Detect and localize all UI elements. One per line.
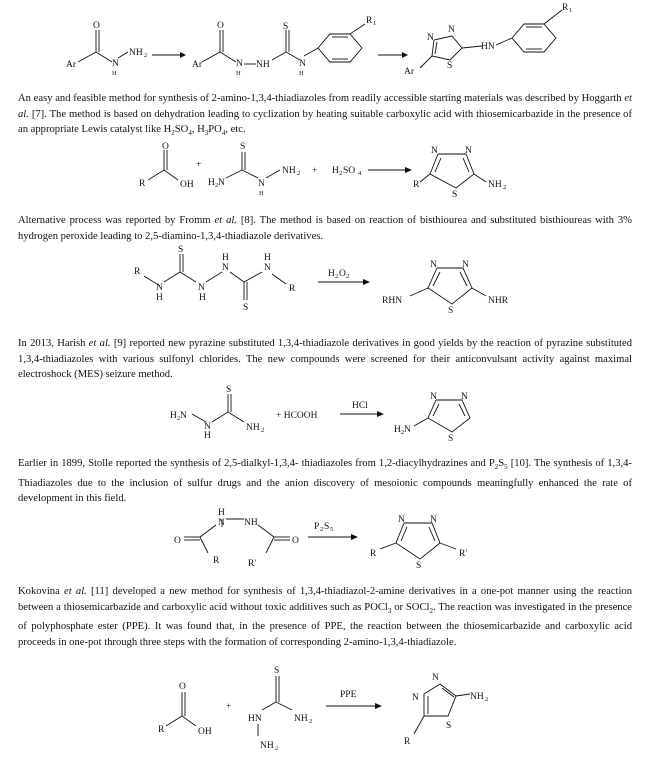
- s1-s-3: S: [447, 61, 453, 71]
- s6-nh2-2-sub: 2: [275, 745, 279, 752]
- s3-h2o2-2b: 2: [346, 273, 350, 280]
- s4-s-2: S: [448, 434, 454, 444]
- s4-nh2-sub: 2: [261, 427, 265, 434]
- s1-nh2-sub: 2: [144, 52, 148, 59]
- s4-h2n-p-n: N: [404, 425, 411, 435]
- text-run: 3: [204, 129, 209, 138]
- s5-nh: NH: [244, 518, 258, 528]
- text-run: Alternative process was reported by Fromm: [18, 215, 215, 226]
- text-run: et al.: [18, 93, 632, 120]
- scheme-6-ppe: [0, 662, 651, 762]
- s6-ppe: PPE: [340, 690, 357, 700]
- s4-n-3: N: [461, 392, 468, 402]
- s3-h2o2-h: H: [328, 269, 335, 279]
- s5-r-p: R: [370, 549, 377, 559]
- s4-plus-hcooh: + HCOOH: [276, 411, 318, 421]
- s2-s-2: S: [452, 190, 458, 200]
- s1-o-1: O: [93, 21, 100, 31]
- text-run: 2: [429, 606, 433, 615]
- text-run: . The reaction was investigated in the presence of polyphosphate ester (PPE). It was found that, in the presence of PPE, the reaction between the thiosemicarbazide and carboxylic acid proceeds in one-pot through three steps with the formation of corresponding 2-amino-1,3,4-thiadiazole.: [18, 601, 633, 648]
- s6-r: R: [158, 725, 165, 735]
- s4-h2n-p-h: H: [394, 425, 401, 435]
- paragraph-hoggarth: [18, 91, 632, 142]
- s1-ar-3: Ar: [404, 67, 415, 77]
- s3-h2o2-2a: 2: [335, 273, 339, 280]
- s2-h2so4-so: SO: [343, 166, 356, 176]
- s4-h2n-2: 2: [177, 415, 181, 422]
- text-run: PO: [208, 124, 222, 136]
- s4-s-1: S: [226, 385, 232, 395]
- s3-h-2: H: [199, 293, 206, 303]
- s1-r-1: R: [366, 16, 373, 26]
- s4-hcl: HCl: [352, 401, 368, 411]
- s5-s-reag: S: [324, 522, 330, 532]
- s6-n-2: N: [432, 673, 439, 683]
- s1-o-2: O: [217, 21, 224, 31]
- s2-h2so4-2: 2: [339, 170, 343, 177]
- s5-p: P: [314, 522, 320, 532]
- s6-hn: HN: [248, 714, 262, 724]
- text-run: 5: [504, 463, 508, 472]
- s2-nh2: NH: [282, 166, 296, 176]
- s1-r-2: R: [562, 3, 569, 13]
- s3-h2o2-o: O: [339, 269, 346, 279]
- text-run: An easy and feasible method for synthesis of 2-amino-1,3,4-thiadiazoles from readily accessible starting materials was described by Hoggarth: [18, 93, 625, 104]
- s3-nhr: NHR: [488, 296, 509, 306]
- text-run: SO: [174, 124, 189, 136]
- s5-s-ring: S: [416, 561, 422, 571]
- s2-nh2-p: NH: [488, 180, 502, 190]
- s3-n-5: N: [430, 260, 437, 270]
- s5-o-2: O: [292, 536, 299, 546]
- s3-s-3: S: [448, 306, 454, 316]
- text-run: [8]. The method is based on reaction of bisthiourea and substituted bisthioureas with 3% hydrogen peroxide leading to 2,5-diamino-1,3,4-thiadiazole derivatives.: [18, 215, 633, 242]
- text-run: In 2013, Harish: [18, 338, 89, 349]
- s1-hn: HN: [481, 42, 495, 52]
- s1-s-2: S: [283, 22, 289, 32]
- s6-n-1: N: [412, 693, 419, 703]
- s4-h2n-n: N: [180, 411, 187, 421]
- paragraph-fromm: [18, 213, 632, 244]
- s6-nh2-1-sub: 2: [309, 718, 313, 725]
- s3-rhn: RHN: [382, 296, 403, 306]
- s3-n-4: N: [264, 263, 271, 273]
- scheme-5-stolle: [0, 503, 651, 577]
- text-run: 4: [221, 129, 226, 138]
- s5-n: N: [218, 518, 225, 528]
- s5-r-prime-2: R': [459, 549, 468, 559]
- text-run: [11] developed a new method for synthesis of 1,3,4-thiadiazol-2-amine derivatives in a one-pot manner using the reaction between a thiosemicarbazide and carboxylic acid without toxic additives such as POCl: [18, 586, 632, 613]
- paragraph-kokovina: [18, 584, 632, 650]
- scheme-1-hoggarth: [0, 0, 651, 90]
- s1-ar-2: Ar: [192, 60, 203, 70]
- scheme-3-fromm: [0, 242, 651, 322]
- s2-oh: OH: [180, 180, 194, 190]
- text-run: 2: [171, 129, 175, 138]
- s1-ar-1: Ar: [66, 60, 77, 70]
- text-run: [9] reported new pyrazine substituted 1,3,4-thiadiazole derivatives in good yields by the reaction of pyrazine substituted 1,3,4-thiadiazoles with various sulfonyl chlorides. The new compounds were screened for their anticonvulsant activity against maximal electroshock (MES) seizure method.: [18, 338, 632, 381]
- scheme-4-hcooh: [0, 382, 651, 442]
- text-run: et al.: [88, 338, 111, 349]
- s1-nh-2: NH: [256, 60, 270, 70]
- s6-nh2-p-sub: 2: [485, 696, 489, 703]
- s1-h-1: H: [112, 70, 117, 77]
- s2-o-1: O: [162, 142, 169, 152]
- paragraph-harish: [18, 336, 632, 383]
- s3-h-4: H: [264, 253, 271, 263]
- s5-n-1: N: [398, 515, 405, 525]
- s2-plus-1: +: [196, 160, 202, 170]
- text-run: Kokovina: [18, 586, 65, 597]
- s3-n-2: N: [198, 283, 205, 293]
- text-run: [7]. The method is based on dehydration leading to cyclization by heating suitable carboxylic acid with thiosemicarbazide in the presence of an appropriate Lewis catalyst like H: [18, 108, 632, 136]
- text-run: 4: [188, 129, 192, 138]
- s2-n-1: N: [258, 179, 265, 189]
- text-run: or SOCl: [391, 601, 430, 613]
- s4-n-1: N: [204, 422, 211, 432]
- s5-r-prime-1: R': [248, 559, 257, 569]
- s6-oh: OH: [198, 727, 212, 737]
- s2-h-1: H: [259, 190, 264, 197]
- s2-nh2-sub: 2: [297, 170, 301, 177]
- s6-nh2-1: NH: [294, 714, 308, 724]
- s3-h-3: H: [222, 253, 229, 263]
- text-run: S: [498, 458, 505, 469]
- s2-h2n-1: H: [208, 178, 215, 188]
- s5-r: R: [213, 556, 220, 566]
- text-run: , etc.: [225, 124, 246, 136]
- s4-h2n-p-2: 2: [401, 429, 405, 436]
- text-run: Earlier in 1899, Stolle reported the synthesis of 2,5-dialkyl-1,3,4- thiadiazoles from 1,2-diacylhydrazines and P: [18, 458, 495, 469]
- s5-p-2: 2: [320, 526, 324, 533]
- s3-s-1: S: [178, 245, 184, 255]
- s6-plus: +: [226, 702, 232, 712]
- text-run: , H: [191, 124, 205, 136]
- s1-n-5: N: [448, 25, 455, 35]
- text-run: et al.: [64, 586, 87, 597]
- text-run: 3: [387, 606, 392, 615]
- s5-s-5: 5: [330, 526, 334, 533]
- paragraph-stolle: [18, 456, 632, 507]
- s1-h-2: H: [236, 70, 241, 77]
- s1-h-3: H: [299, 70, 304, 77]
- s6-o: O: [179, 682, 186, 692]
- s4-nh2: NH: [246, 423, 260, 433]
- s2-h2n-sub: 2: [215, 182, 219, 189]
- scheme-2-lewis-acid: [0, 140, 651, 210]
- s6-nh2-p: NH: [470, 692, 484, 702]
- text-run: 2: [494, 463, 499, 472]
- text-run: [10]. The synthesis of 1,3,4-Thiadiazoles due to the inclusion of sulfur drugs and the anion discovery of mesoionic compounds meaningfully enhanced the rate of development in this field.: [18, 458, 632, 505]
- s3-r-1: R: [134, 267, 141, 277]
- s1-n-4: N: [427, 33, 434, 43]
- s2-n-3: N: [465, 146, 472, 156]
- s4-h-1: H: [204, 431, 211, 441]
- s2-nh2-p-sub: 2: [503, 184, 507, 191]
- s2-n-2: N: [431, 146, 438, 156]
- s1-n-2: N: [236, 59, 243, 69]
- s4-h2n-h: H: [170, 411, 177, 421]
- s3-s-2: S: [243, 303, 249, 313]
- s3-r-2: R: [289, 284, 296, 294]
- s4-n-2: N: [430, 392, 437, 402]
- s3-n-3: N: [222, 263, 229, 273]
- s2-h2so4-4: 4: [358, 170, 362, 177]
- s5-h: H: [218, 508, 225, 518]
- s6-s-ring: S: [446, 721, 452, 731]
- s6-s: S: [274, 666, 280, 676]
- s2-h2so4-h: H: [332, 166, 339, 176]
- s2-plus-2: +: [312, 166, 318, 176]
- s5-n-2: N: [430, 515, 437, 525]
- s6-nh2-2: NH: [260, 741, 274, 751]
- s6-r-p: R: [404, 737, 411, 747]
- s1-r-sub-1: 1: [373, 20, 377, 27]
- s5-o-1: O: [174, 536, 181, 546]
- s1-n-3: N: [299, 59, 306, 69]
- s1-nh2-1: NH: [129, 48, 143, 58]
- s2-r-1: R: [139, 179, 146, 189]
- s2-r-2: R: [413, 180, 420, 190]
- s2-h2n-n: N: [218, 178, 225, 188]
- s2-s-1: S: [240, 142, 246, 152]
- s1-n-1: N: [112, 59, 119, 69]
- text-run: et al.: [214, 215, 237, 226]
- s1-r-sub-2: 1: [569, 7, 573, 14]
- s3-h-1: H: [156, 293, 163, 303]
- s3-n-1: N: [156, 283, 163, 293]
- s3-n-6: N: [462, 260, 469, 270]
